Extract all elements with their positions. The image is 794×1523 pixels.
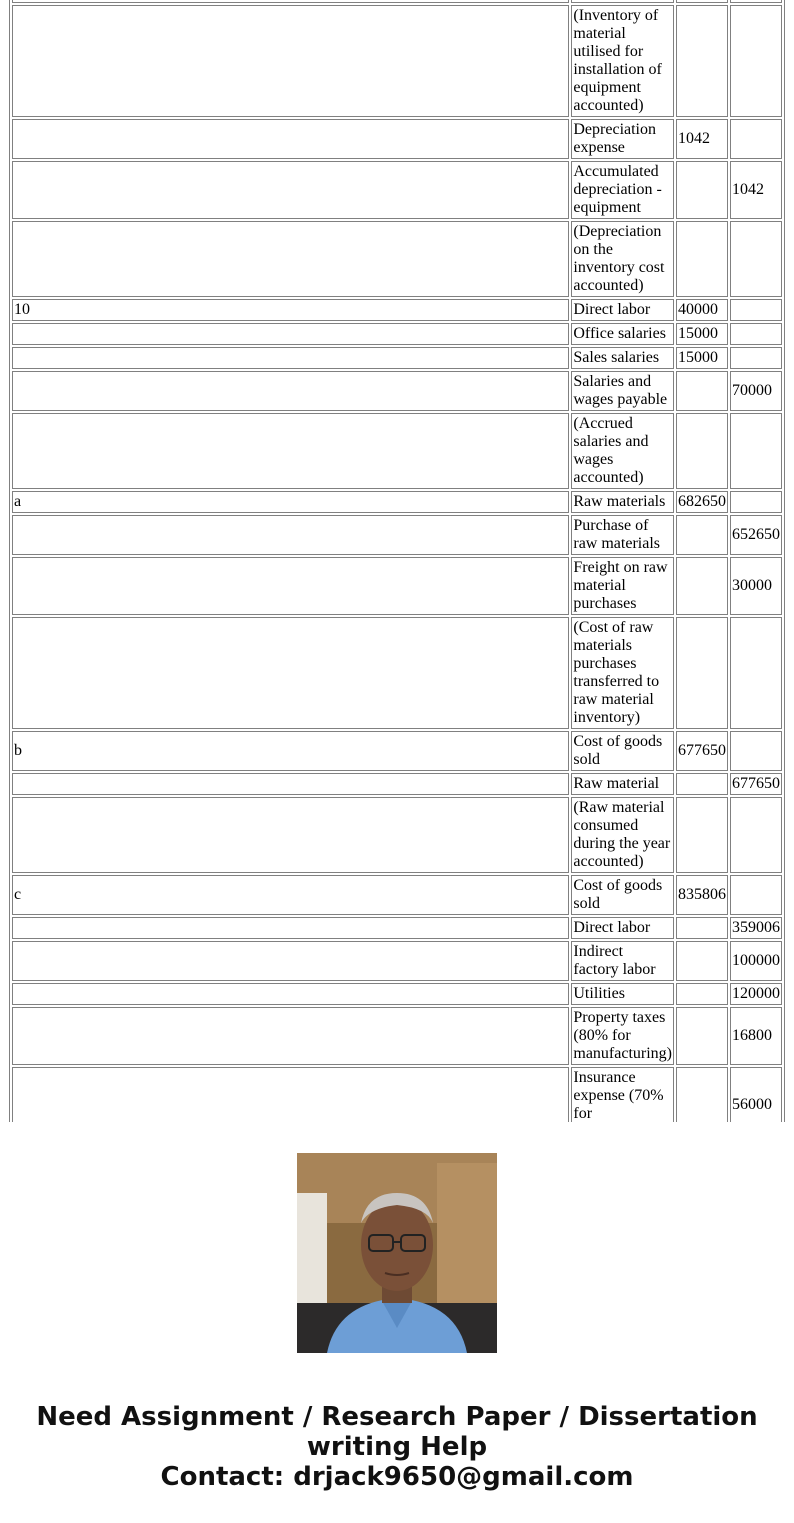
debit-cell	[676, 983, 728, 1005]
ref-cell	[12, 0, 569, 3]
promo-headline: Need Assignment / Research Paper / Dissertation writing Help	[36, 1402, 758, 1462]
journal-row	[12, 1007, 782, 1065]
author-photo	[297, 1153, 497, 1353]
debit-cell: 682650	[676, 491, 728, 513]
journal-row	[12, 413, 782, 489]
journal-row	[12, 983, 782, 1005]
journal-row	[12, 557, 782, 615]
journal-row	[12, 0, 782, 3]
journal-row	[12, 875, 782, 915]
journal-row	[12, 917, 782, 939]
ref-cell	[12, 119, 569, 159]
ref-cell	[12, 617, 569, 729]
debit-cell	[676, 797, 728, 873]
ref-cell: a	[12, 491, 569, 513]
account-cell: Purchase of raw materials	[571, 515, 674, 555]
ref-cell	[12, 941, 569, 981]
credit-cell: 16800	[730, 1007, 782, 1065]
ref-cell: 10	[12, 299, 569, 321]
journal-row	[12, 161, 782, 219]
credit-cell	[730, 347, 782, 369]
credit-cell: 359006	[730, 917, 782, 939]
account-cell: Salaries and wages payable	[571, 371, 674, 411]
promo-contact[interactable]: Contact: drjack9650@gmail.com	[160, 1462, 634, 1492]
account-cell: Indirect factory labor	[571, 941, 674, 981]
journal-row	[12, 617, 782, 729]
account-cell: Insurance expense (70% for	[571, 1067, 674, 1143]
credit-cell: 652650	[730, 515, 782, 555]
journal-row	[12, 941, 782, 981]
debit-cell: 40000	[676, 299, 728, 321]
debit-cell	[676, 557, 728, 615]
account-cell: (Raw material consumed during the year accounted)	[571, 797, 674, 873]
ref-cell	[12, 347, 569, 369]
credit-cell: 1042	[730, 161, 782, 219]
account-cell: Sales salaries	[571, 347, 674, 369]
ref-cell	[12, 221, 569, 297]
credit-cell	[730, 0, 782, 3]
credit-cell	[730, 491, 782, 513]
credit-cell	[730, 413, 782, 489]
ref-cell: c	[12, 875, 569, 915]
debit-cell	[676, 941, 728, 981]
account-cell: (Accrued salaries and wages accounted)	[571, 413, 674, 489]
ref-cell	[12, 557, 569, 615]
account-cell: Direct labor	[571, 917, 674, 939]
debit-cell	[676, 1007, 728, 1065]
account-cell	[571, 0, 674, 3]
account-cell: Depreciation expense	[571, 119, 674, 159]
account-cell: Office salaries	[571, 323, 674, 345]
debit-cell	[676, 5, 728, 117]
account-cell: Utilities	[571, 983, 674, 1005]
ref-cell	[12, 5, 569, 117]
ref-cell	[12, 515, 569, 555]
ref-cell	[12, 371, 569, 411]
ref-cell	[12, 773, 569, 795]
account-cell: (Inventory of material utilised for installation of equipment accounted)	[571, 5, 674, 117]
debit-cell: 1042	[676, 119, 728, 159]
debit-cell	[676, 371, 728, 411]
credit-cell: 30000	[730, 557, 782, 615]
journal-row	[12, 347, 782, 369]
debit-cell	[676, 413, 728, 489]
debit-cell	[676, 221, 728, 297]
credit-cell: 70000	[730, 371, 782, 411]
journal-row	[12, 491, 782, 513]
account-cell: Cost of goods sold	[571, 875, 674, 915]
debit-cell	[676, 617, 728, 729]
account-cell: Property taxes (80% for manufacturing)	[571, 1007, 674, 1065]
credit-cell	[730, 875, 782, 915]
avatar	[297, 1153, 497, 1353]
credit-cell	[730, 119, 782, 159]
debit-cell: 15000	[676, 323, 728, 345]
journal-row	[12, 371, 782, 411]
account-cell: Direct labor	[571, 299, 674, 321]
debit-cell	[676, 917, 728, 939]
ref-cell	[12, 323, 569, 345]
debit-cell	[676, 161, 728, 219]
credit-cell	[730, 797, 782, 873]
credit-cell: 100000	[730, 941, 782, 981]
journal-table	[9, 0, 785, 1146]
credit-cell: 120000	[730, 983, 782, 1005]
credit-cell	[730, 5, 782, 117]
debit-cell	[676, 773, 728, 795]
debit-cell: 677650	[676, 731, 728, 771]
journal-row	[12, 731, 782, 771]
journal-row	[12, 323, 782, 345]
credit-cell	[730, 299, 782, 321]
debit-cell: 835806	[676, 875, 728, 915]
ref-cell	[12, 983, 569, 1005]
ref-cell	[12, 413, 569, 489]
journal-row	[12, 5, 782, 117]
debit-cell	[676, 0, 728, 3]
account-cell: (Cost of raw materials purchases transferred to raw material inventory)	[571, 617, 674, 729]
account-cell: Accumulated depreciation - equipment	[571, 161, 674, 219]
journal-row	[12, 773, 782, 795]
credit-cell: 677650	[730, 773, 782, 795]
account-cell: Raw material	[571, 773, 674, 795]
debit-cell: 15000	[676, 347, 728, 369]
journal-row	[12, 515, 782, 555]
ref-cell	[12, 161, 569, 219]
journal-row	[12, 119, 782, 159]
journal-row	[12, 221, 782, 297]
ref-cell	[12, 1007, 569, 1065]
credit-cell	[730, 323, 782, 345]
credit-cell	[730, 221, 782, 297]
debit-cell	[676, 515, 728, 555]
credit-cell: 56000	[730, 1067, 782, 1143]
ref-cell	[12, 917, 569, 939]
promo-text	[20, 1402, 774, 1492]
journal-body	[12, 0, 782, 1143]
credit-cell	[730, 731, 782, 771]
promo-banner	[0, 1122, 794, 1523]
journal-row	[12, 797, 782, 873]
journal-row	[12, 299, 782, 321]
account-cell: Cost of goods sold	[571, 731, 674, 771]
ref-cell: b	[12, 731, 569, 771]
account-cell: Raw materials	[571, 491, 674, 513]
credit-cell	[730, 617, 782, 729]
account-cell: Freight on raw material purchases	[571, 557, 674, 615]
ref-cell	[12, 797, 569, 873]
account-cell: (Depreciation on the inventory cost accounted)	[571, 221, 674, 297]
